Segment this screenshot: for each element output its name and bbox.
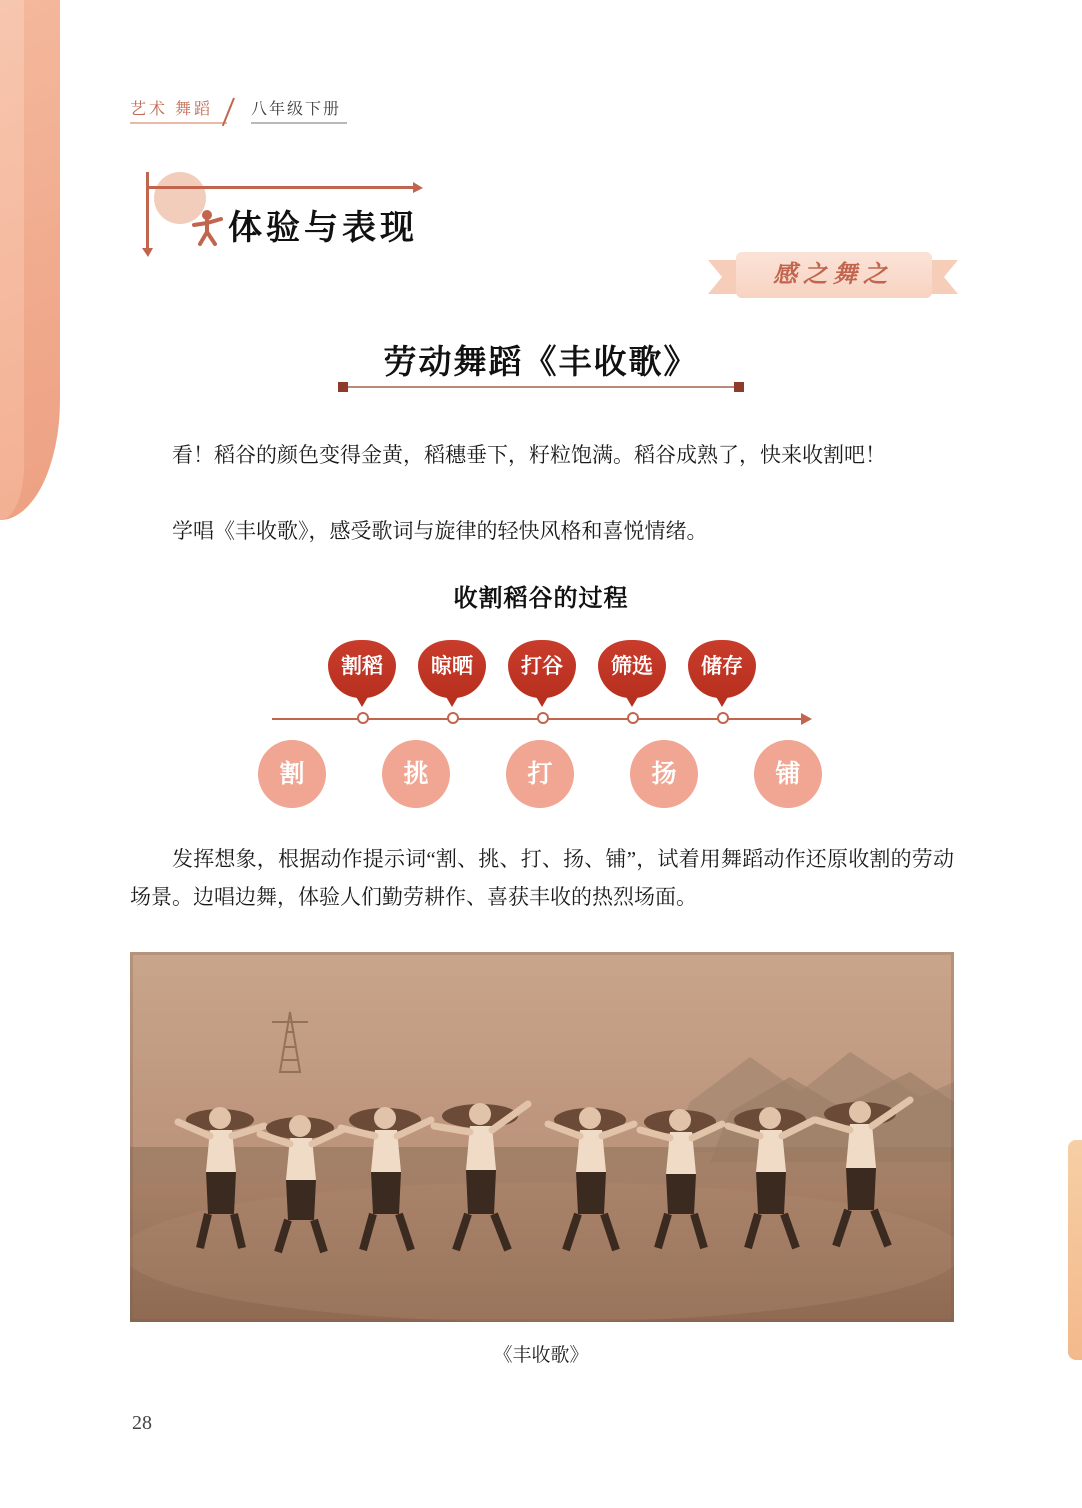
ribbon-badge bbox=[708, 252, 958, 308]
process-step-label-3: 打谷 bbox=[508, 640, 576, 698]
title-rule-square-left bbox=[338, 382, 348, 392]
header-grade: 八年级下册 bbox=[251, 96, 347, 124]
section-title-block bbox=[140, 172, 560, 262]
ribbon-label: 感之舞之 bbox=[773, 262, 893, 288]
title-rule-square-right bbox=[734, 382, 744, 392]
action-circle-5: 铺 bbox=[754, 740, 822, 808]
process-step-1 bbox=[328, 640, 396, 698]
action-circle-2: 挑 bbox=[382, 740, 450, 808]
process-step-label-1: 割稻 bbox=[328, 640, 396, 698]
paragraph-learn-song bbox=[130, 512, 954, 550]
process-step-dot-3 bbox=[537, 712, 549, 724]
page-title: 劳动舞蹈《丰收歌》 bbox=[383, 343, 699, 380]
action-circle-4: 扬 bbox=[630, 740, 698, 808]
photo-caption: 《丰收歌》 bbox=[493, 1345, 589, 1366]
page-edge-decoration-right bbox=[1068, 1140, 1082, 1360]
section-arrow-right-icon bbox=[146, 186, 414, 189]
paragraph-learn-song-text: 学唱《丰收歌》，感受歌词与旋律的轻快风格和喜悦情绪。 bbox=[172, 519, 708, 543]
process-step-dot-2 bbox=[447, 712, 459, 724]
process-step-3 bbox=[508, 640, 576, 698]
title-underline-decoration bbox=[338, 382, 744, 392]
process-step-label-4: 筛选 bbox=[598, 640, 666, 698]
process-step-5 bbox=[688, 640, 756, 698]
diagram-heading: 收割稻谷的过程 bbox=[453, 585, 629, 612]
performance-photo-illustration bbox=[130, 952, 954, 1322]
process-step-dot-4 bbox=[627, 712, 639, 724]
process-step-label-2: 晾晒 bbox=[418, 640, 486, 698]
paragraph-intro bbox=[130, 436, 954, 474]
process-step-2 bbox=[418, 640, 486, 698]
process-step-label-5: 储存 bbox=[688, 640, 756, 698]
section-title: 体验与表现 bbox=[228, 209, 418, 247]
process-step-dot-1 bbox=[357, 712, 369, 724]
paragraph-activity bbox=[130, 840, 954, 916]
title-rule-bar bbox=[348, 386, 734, 388]
page-title-wrap bbox=[0, 336, 1082, 383]
action-circle-3: 打 bbox=[506, 740, 574, 808]
dancer-figure-icon bbox=[190, 208, 224, 246]
harvest-process-diagram bbox=[250, 640, 830, 820]
process-step-dot-5 bbox=[717, 712, 729, 724]
running-header bbox=[130, 96, 347, 124]
paragraph-activity-text: 发挥想象，根据动作提示词“割、挑、打、扬、铺”，试着用舞蹈动作还原收割的劳动场景。边唱边舞，体验人们勤劳耕作、喜获丰收的热烈场面。 bbox=[130, 847, 954, 909]
page-edge-decoration-left bbox=[0, 0, 60, 520]
header-subject: 艺术 舞蹈 bbox=[130, 96, 227, 124]
performance-photo bbox=[130, 952, 954, 1322]
paragraph-intro-text: 看！稻谷的颜色变得金黄，稻穗垂下，籽粒饱满。稻谷成熟了，快来收割吧！ bbox=[172, 443, 886, 467]
action-circle-1: 割 bbox=[258, 740, 326, 808]
process-step-4 bbox=[598, 640, 666, 698]
page-number: 28 bbox=[132, 1412, 152, 1434]
section-arrow-down-icon bbox=[146, 172, 149, 248]
header-separator-icon bbox=[227, 98, 251, 124]
